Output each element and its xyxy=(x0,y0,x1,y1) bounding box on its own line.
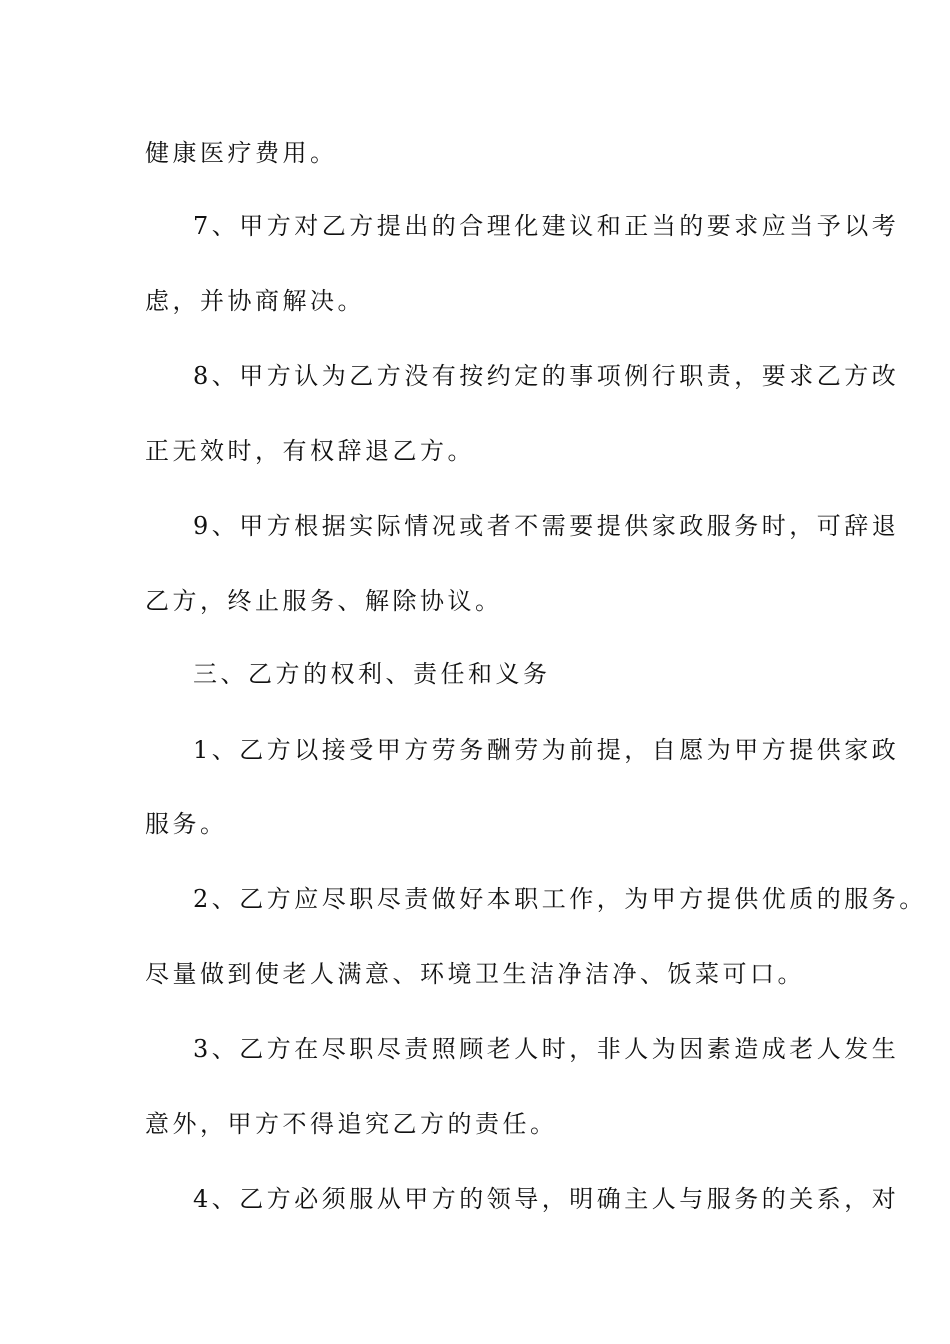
clause-2-line-1: 2、乙方应尽职尽责做好本职工作，为甲方提供优质的服务。 xyxy=(193,885,927,913)
clause-9-line-2: 乙方，终止服务、解除协议。 xyxy=(145,587,503,615)
clause-7-line-2: 虑，并协商解决。 xyxy=(145,287,365,315)
clause-1-line-1: 1、乙方以接受甲方劳务酬劳为前提，自愿为甲方提供家政 xyxy=(193,736,900,764)
clause-1-line-2: 服务。 xyxy=(145,810,228,838)
section-heading: 三、乙方的权利、责任和义务 xyxy=(193,660,551,688)
text-line-1: 健康医疗费用。 xyxy=(145,139,338,167)
clause-4-line-1: 4、乙方必须服从甲方的领导，明确主人与服务的关系，对 xyxy=(193,1185,900,1213)
clause-2-line-2: 尽量做到使老人满意、环境卫生洁净洁净、饭菜可口。 xyxy=(145,960,805,988)
clause-3-line-2: 意外，甲方不得追究乙方的责任。 xyxy=(145,1110,558,1138)
clause-9-line-1: 9、甲方根据实际情况或者不需要提供家政服务时，可辞退 xyxy=(193,512,900,540)
clause-8-line-1: 8、甲方认为乙方没有按约定的事项例行职责，要求乙方改 xyxy=(193,362,900,390)
clause-3-line-1: 3、乙方在尽职尽责照顾老人时，非人为因素造成老人发生 xyxy=(193,1035,900,1063)
clause-8-line-2: 正无效时，有权辞退乙方。 xyxy=(145,437,475,465)
clause-7-line-1: 7、甲方对乙方提出的合理化建议和正当的要求应当予以考 xyxy=(193,212,900,240)
